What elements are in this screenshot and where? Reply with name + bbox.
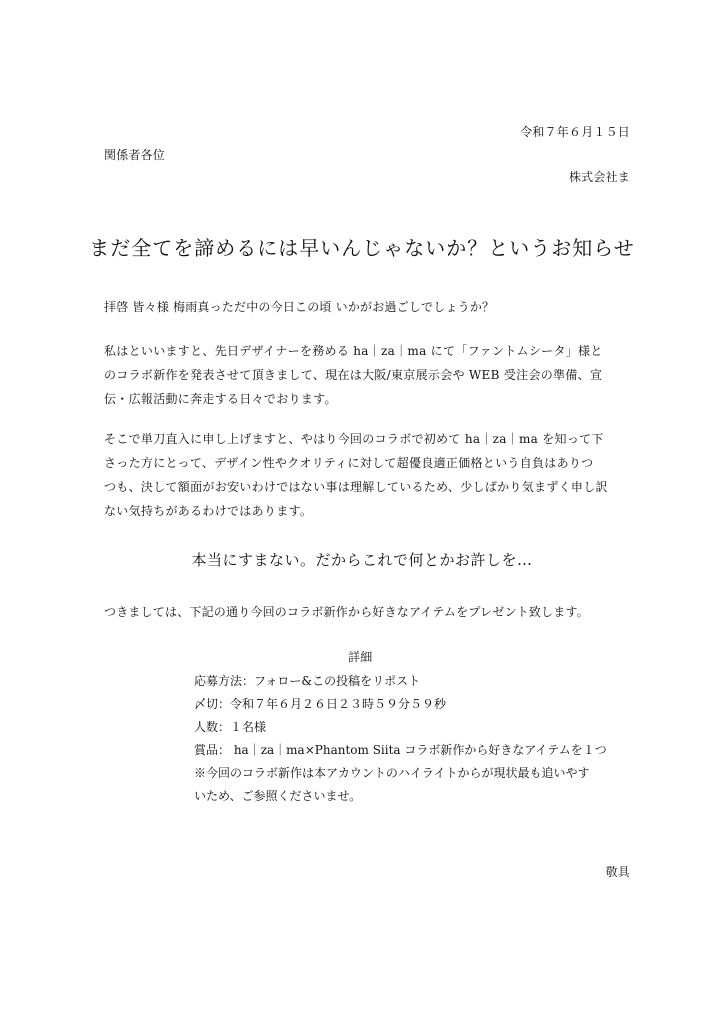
announcement: つきましては、下記の通り今回のコラボ新作から好きなアイテムをプレゼント致します。 xyxy=(104,605,589,619)
closing: 敬具 xyxy=(605,865,630,879)
recipient: 関係者各位 xyxy=(104,148,166,162)
paragraph-2-line: さった方にとって、デザイン性やクオリティに対して超優良適正価格という自負はありつ xyxy=(104,456,594,470)
details-list xyxy=(194,670,634,808)
details-heading: 詳細 xyxy=(348,650,373,664)
paragraph-2-line: ない気持ちがあるわけではあります。 xyxy=(104,504,313,518)
details-item-method: 応募方法：フォロー&この投稿をリポスト xyxy=(194,674,421,688)
details-item-prize: 賞品： ha｜za｜ma×Phantom Siita コラボ新作から好きなアイテムを１つ xyxy=(194,743,607,757)
paragraph-2 xyxy=(104,427,624,523)
document-title: まだ全てを諦めるには早いんじゃないか？というお知らせ xyxy=(89,236,635,260)
paragraph-1-line: のコラボ新作を発表させて頂きまして、現在は大阪/東京展示会や WEB 受注会の準備、宣 xyxy=(104,368,603,382)
details-item-note-cont: いため、ご参照くださいませ。 xyxy=(194,789,362,803)
apology-line: 本当にすまない。だからこれで何とかお許しを… xyxy=(191,551,533,569)
paragraph-1-line: 伝・広報活動に奔走する日々でおります。 xyxy=(104,392,337,406)
paragraph-1-line: 私はといいますと、先日デザイナーを務める ha｜za｜ma にて「ファントムシータ」様と xyxy=(104,344,603,358)
date: 令和７年６月１５日 xyxy=(520,125,630,139)
paragraph-1 xyxy=(104,339,624,411)
sender: 株式会社ま xyxy=(568,170,630,184)
greeting: 拝啓 皆々様 梅雨真っただ中の今日この頃 いかがお過ごしでしょうか？ xyxy=(104,300,495,314)
details-item-note: ※今回のコラボ新作は本アカウントのハイライトからが現状最も追いやす xyxy=(194,766,590,780)
details-item-deadline: 〆切：令和７年６月２６日２３時５９分５９秒 xyxy=(194,697,447,711)
details-item-winners: 人数：１名様 xyxy=(194,720,267,734)
paragraph-2-line: つも、決して額面がお安いわけではない事は理解しているため、少しばかり気まずく申し訳 xyxy=(104,480,608,494)
paragraph-2-line: そこで単刀直入に申し上げますと、やはり今回のコラボで初めて ha｜za｜ma を知って下 xyxy=(104,432,604,446)
